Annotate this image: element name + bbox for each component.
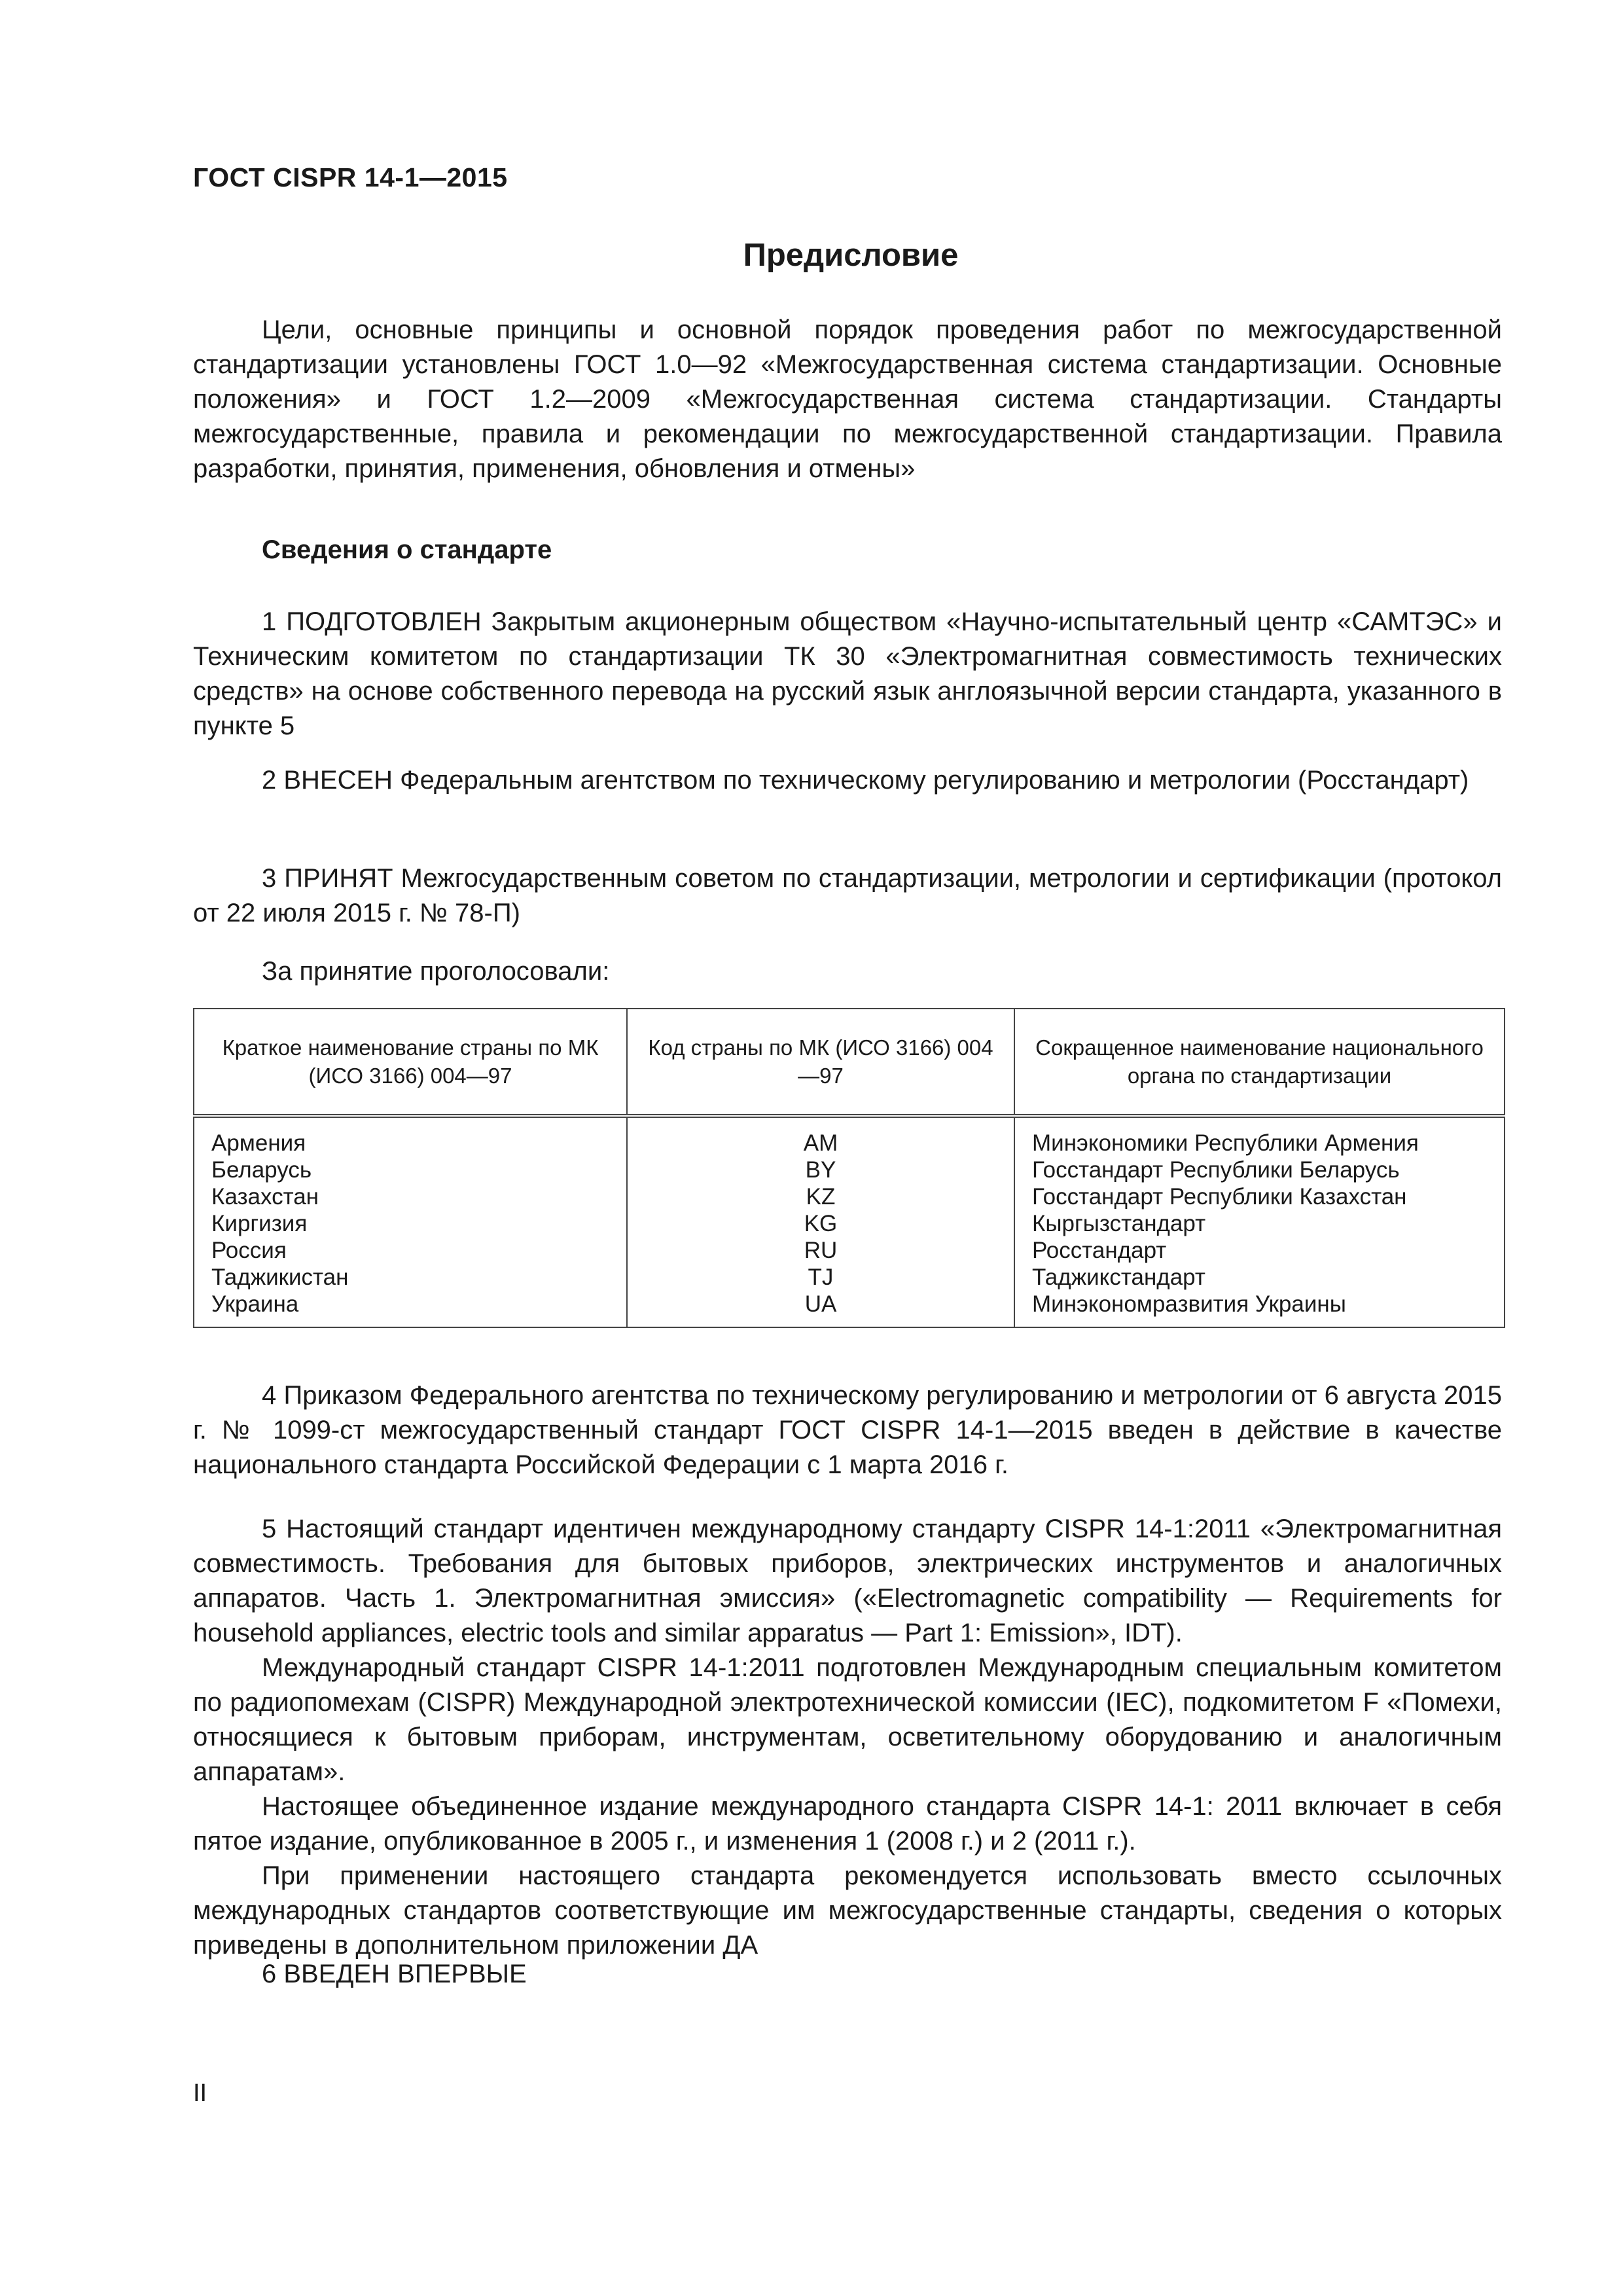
item-3 bbox=[193, 861, 1502, 931]
preface-text bbox=[193, 313, 1502, 486]
table-header-row bbox=[194, 1009, 1505, 1116]
national-body: Росстандарт bbox=[1032, 1238, 1167, 1263]
country-name: Киргизия bbox=[211, 1211, 308, 1236]
item-5-paragraph: 5 Настоящий стандарт идентичен международному стандарту CISPR 14-1:2011 «Электромагнитная совместимость. Требования для бытовых приборов, электрических инструментов и аналогичных аппаратов. Часть 1. Электромагнитная эмиссия» («Electromagnetic compatibility — Requirements for household appliances, electric tools and similar apparatus — Part 1: Emission», IDT). bbox=[193, 1515, 1502, 1647]
country-codes-cell bbox=[627, 1116, 1014, 1327]
item-1-text: 1 ПОДГОТОВЛЕН Закрытым акционерным обществом «Научно-испытательный центр «САМТЭС» и Техническим комитетом по стандартизации ТК 30 «Электромагнитная совместимость технических средств» на основе собственного перевода на русский язык англоязычной версии стандарта, указанного в пункте 5 bbox=[193, 607, 1502, 740]
country-code: RU bbox=[804, 1238, 838, 1263]
country-name: Казахстан bbox=[211, 1184, 319, 1210]
national-body: Госстандарт Республики Беларусь bbox=[1032, 1157, 1400, 1183]
country-code: TJ bbox=[808, 1265, 834, 1290]
item-3-text: 3 ПРИНЯТ Межгосударственным советом по стандартизации, метрологии и сертификации (протокол от 22 июля 2015 г. № 78-П) bbox=[193, 864, 1502, 927]
table-row bbox=[194, 1116, 1505, 1327]
item-5-paragraph: При применении настоящего стандарта рекомендуется использовать вместо ссылочных международных стандартов соответствующие им межгосударственные стандарты, сведения о которых приведены в дополнительном приложении ДА bbox=[193, 1861, 1502, 1960]
national-body: Минэкономики Республики Армения bbox=[1032, 1130, 1419, 1156]
item-5 bbox=[193, 1512, 1502, 1963]
national-bodies-cell bbox=[1014, 1116, 1505, 1327]
header-country-name: Краткое наименование страны по МК (ИСО 3166) 004—97 bbox=[194, 1009, 627, 1116]
item-6-text: 6 ВВЕДЕН ВПЕРВЫЕ bbox=[262, 1960, 527, 1988]
section-heading: Сведения о стандарте bbox=[262, 535, 552, 564]
country-code: BY bbox=[805, 1157, 836, 1183]
national-body: Таджикстандарт bbox=[1032, 1265, 1205, 1290]
page-title: Предисловие bbox=[743, 238, 959, 273]
item-2-text: 2 ВНЕСЕН Федеральным агентством по техническому регулированию и метрологии (Росстандарт) bbox=[262, 766, 1469, 795]
country-code: AM bbox=[803, 1130, 838, 1156]
country-name: Таджикистан bbox=[211, 1265, 349, 1290]
header-country-code: Код страны по МК (ИСО 3166) 004—97 bbox=[627, 1009, 1014, 1116]
national-body: Кыргызстандарт bbox=[1032, 1211, 1206, 1236]
item-5-paragraph: Настоящее объединенное издание международного стандарта CISPR 14-1: 2011 включает в себя пятое издание, опубликованное в 2005 г., и изменения 1 (2008 г.) и 2 (2011 г.). bbox=[193, 1792, 1502, 1856]
country-name: Россия bbox=[211, 1238, 287, 1263]
country-name: Армения bbox=[211, 1130, 306, 1156]
item-4 bbox=[193, 1378, 1502, 1482]
national-body: Минэкономразвития Украины bbox=[1032, 1291, 1346, 1317]
item-6 bbox=[193, 1957, 1502, 1992]
country-name: Беларусь bbox=[211, 1157, 312, 1183]
preface-paragraph: Цели, основные принципы и основной порядок проведения работ по межгосударственной стандартизации установлены ГОСТ 1.0—92 «Межгосударственная система стандартизации. Основные положения» и ГОСТ 1.2—2009 «Межгосударственная система стандартизации. Стандарты межгосударственные, правила и рекомендации по межгосударственной стандартизации. Правила разработки, принятия, применения, обновления и отмены» bbox=[193, 315, 1502, 483]
country-code: UA bbox=[804, 1291, 837, 1317]
item-2 bbox=[193, 763, 1502, 798]
national-body: Госстандарт Республики Казахстан bbox=[1032, 1184, 1407, 1210]
country-names-cell bbox=[194, 1116, 627, 1327]
item-5-paragraph: Международный стандарт CISPR 14-1:2011 подготовлен Международным специальным комитетом по радиопомехам (CISPR) Международной электротехнической комиссии (IEC), подкомитетом F «Помехи, относящиеся к бытовым приборам, инструментам, осветительному оборудованию и аналогичным аппаратам». bbox=[193, 1653, 1502, 1786]
page-number: II bbox=[193, 2079, 207, 2107]
header-national-body: Сокращенное наименование национального органа по стандартизации bbox=[1014, 1009, 1505, 1116]
voted-label: За принятие проголосовали: bbox=[262, 957, 610, 986]
country-name: Украина bbox=[211, 1291, 299, 1317]
item-1 bbox=[193, 605, 1502, 744]
country-code: KZ bbox=[806, 1184, 836, 1210]
item-4-text: 4 Приказом Федерального агентства по техническому регулированию и метрологии от 6 августа 2015 г. № 1099-ст межгосударственный стандарт ГОСТ CISPR 14-1—2015 введен в действие в качестве национального стандарта Российской Федерации с 1 марта 2016 г. bbox=[193, 1381, 1502, 1479]
countries-table bbox=[193, 1008, 1505, 1328]
country-code: KG bbox=[804, 1211, 838, 1236]
standard-code: ГОСТ CISPR 14-1—2015 bbox=[193, 162, 508, 192]
